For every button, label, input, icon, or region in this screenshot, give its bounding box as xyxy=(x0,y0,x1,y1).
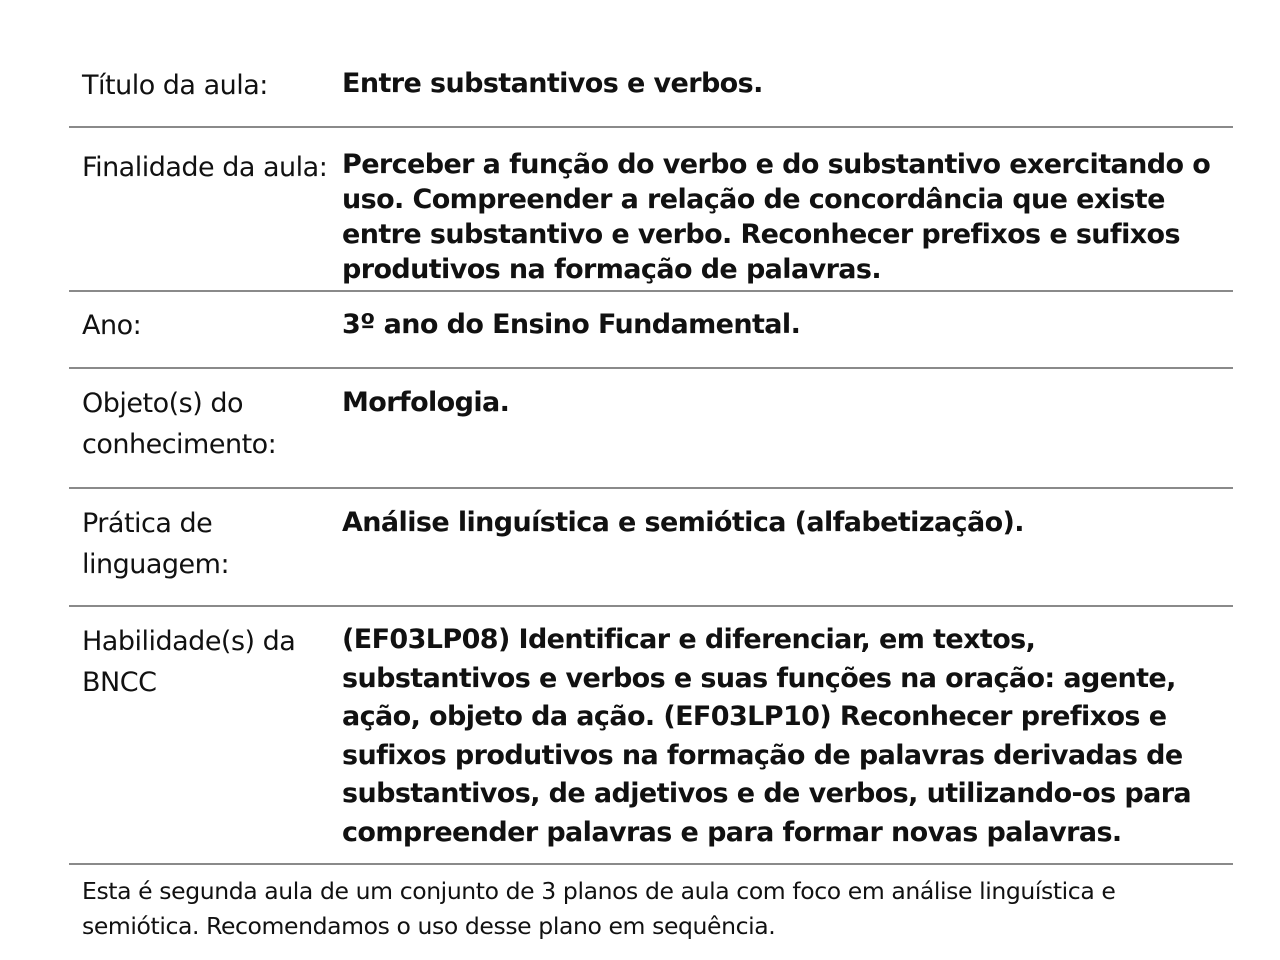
row-knowledge-objects xyxy=(69,369,1233,489)
language-practice-label: Prática de linguagem: xyxy=(82,508,230,580)
lesson-title-label: Título da aula: xyxy=(82,70,268,101)
knowledge-objects-value: Morfologia. xyxy=(342,387,510,418)
bncc-skills-value: (EF03LP08) Identificar e diferenciar, em textos, substantivos e verbos e suas funções na oração: agente, ação, objeto da ação. (EF03LP10) Reconhecer prefixos e sufixos produtivos na formação de palavras derivadas de substantivos, de adjetivos e de verbos, utilizando-os para compreender palavras e para formar novas palavras. xyxy=(342,624,1192,848)
lesson-purpose-label: Finalidade da aula: xyxy=(82,152,328,183)
language-practice-value: Análise linguística e semiótica (alfabetização). xyxy=(342,507,1024,538)
row-language-practice xyxy=(69,489,1233,607)
school-year-value: 3º ano do Ensino Fundamental. xyxy=(342,309,801,340)
row-lesson-purpose xyxy=(69,128,1233,292)
sequence-note: Esta é segunda aula de um conjunto de 3 planos de aula com foco em análise linguística e semiótica. Recomendamos o uso desse plano em sequência. xyxy=(82,877,1116,940)
row-bncc-skills xyxy=(69,607,1233,865)
row-lesson-title xyxy=(69,56,1233,128)
school-year-label: Ano: xyxy=(82,310,142,341)
bncc-skills-label: Habilidade(s) da BNCC xyxy=(82,626,296,698)
row-school-year xyxy=(69,292,1233,369)
lesson-title-value: Entre substantivos e verbos. xyxy=(342,68,763,99)
knowledge-objects-label: Objeto(s) do conhecimento: xyxy=(82,388,277,460)
lesson-purpose-value: Perceber a função do verbo e do substantivo exercitando o uso. Compreender a relação de concordância que existe entre substantivo e verbo. Reconhecer prefixos e sufixos produtivos na formação de palavras. xyxy=(342,149,1211,285)
lesson-info-table xyxy=(69,56,1233,865)
